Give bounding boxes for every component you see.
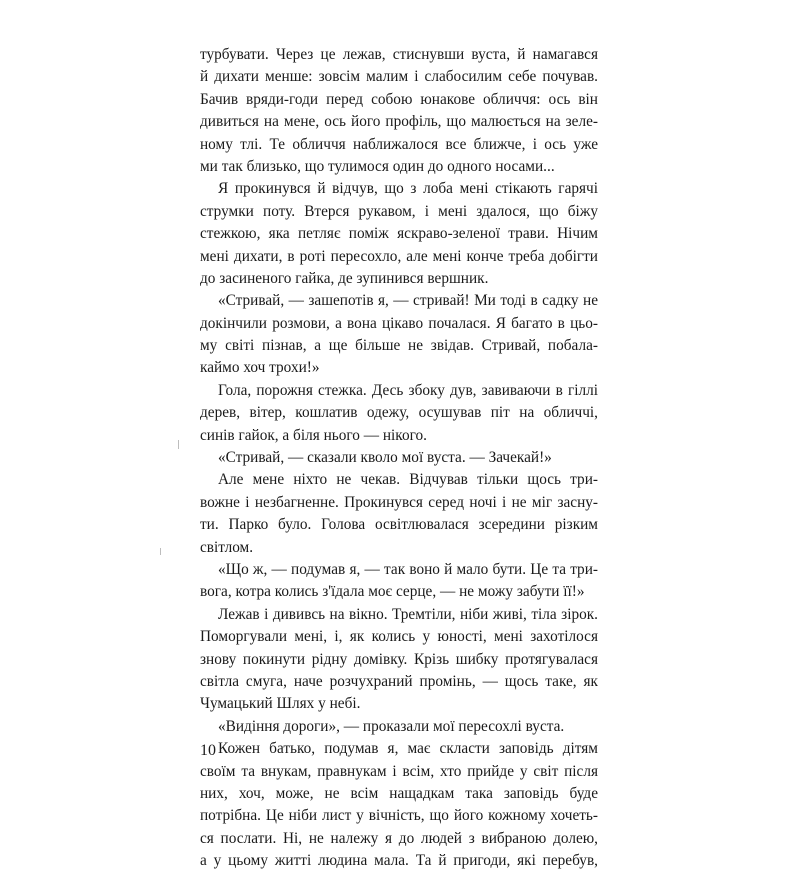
text-line: «Стривай, — зашепотів я, — стривай! Ми тоді в садку не bbox=[218, 292, 598, 310]
text-line: до засиненого гайка, де зупинився вершник. bbox=[200, 269, 489, 287]
text-line: каймо хоч трохи!» bbox=[200, 359, 320, 377]
margin-mark bbox=[178, 440, 179, 449]
text-line: струмки поту. Втерся рукавом, і мені здалося, що біжу bbox=[200, 202, 598, 220]
text-line: світлом. bbox=[200, 538, 254, 556]
text-line: Поморгували мені, і, як колись у юності, мені захотілося bbox=[200, 628, 598, 646]
text-line: докінчили розмови, а вона цікаво почалася. Я багато в цьо- bbox=[200, 314, 598, 332]
text-line: «Видіння дороги», — проказали мої пересохлі вуста. bbox=[218, 717, 565, 735]
page-number: 10 bbox=[200, 742, 216, 759]
body-text bbox=[200, 44, 598, 872]
text-line: дивиться на мене, ось його профіль, що малюється на зеле- bbox=[200, 113, 598, 131]
text-line: мені дихати, в роті пересохло, але мені конче треба добігти bbox=[200, 247, 598, 265]
text-line: а у цьому житті людина мала. Та й пригоди, які перебув, bbox=[200, 852, 598, 870]
text-line: «Стривай, — сказали кволо мої вуста. — Зачекай!» bbox=[218, 449, 552, 467]
text-line: Лежав і дививсь на вікно. Тремтіли, ніби живі, тіла зірок. bbox=[218, 605, 598, 623]
text-line: них, хоч, може, не всім нащадкам така заповідь буде bbox=[200, 784, 598, 802]
text-line: стежкою, яка петляє поміж яскраво-зеленої трави. Нічим bbox=[200, 225, 598, 243]
text-line: Гола, порожня стежка. Десь збоку дув, завиваючи в гіллі bbox=[218, 381, 598, 399]
text-line: турбувати. Через це лежав, стиснувши вуста, й намагався bbox=[200, 46, 598, 63]
text-line: му світі пізнав, а ще більше не звідав. Стривай, побала- bbox=[200, 337, 598, 355]
text-line: вожне і незбагненне. Прокинувся серед ночі і не міг засну- bbox=[200, 493, 598, 511]
text-line: й дихати менше: зовсім малим і слабосилим себе почував. bbox=[200, 68, 598, 86]
text-line: знову покинути рідну домівку. Крізь шибку протягувалася bbox=[200, 650, 598, 668]
text-line: ному тлі. Те обличчя наближалося все ближче, і ось уже bbox=[200, 135, 598, 153]
text-line: Але мене ніхто не чекав. Відчував тільки щось три- bbox=[218, 471, 598, 489]
text-line: вога, котра колись з'їдала моє серце, — не можу забути її!» bbox=[200, 583, 585, 601]
text-line: потрібна. Це ніби лист у вічність, що його кожному хочеть- bbox=[200, 807, 598, 825]
text-line: Я прокинувся й відчув, що з лоба мені стікають гарячі bbox=[218, 180, 598, 198]
text-line: світла смуга, наче розчухраний промінь, — щось таке, як bbox=[200, 672, 598, 690]
text-line: ти. Парко було. Голова освітлювалася зсередини різким bbox=[200, 516, 598, 534]
text-line: ми так близько, що тулимося один до одного носами... bbox=[200, 157, 555, 175]
text-line: «Що ж, — подумав я, — так воно й мало бути. Це та три- bbox=[218, 560, 598, 578]
text-line: синів гайок, а біля нього — нікого. bbox=[200, 426, 427, 444]
margin-mark bbox=[160, 548, 161, 555]
text-line: своїм та внукам, правнукам і всім, хто прийде у світ після bbox=[200, 762, 598, 780]
text-line: Кожен батько, подумав я, має скласти заповідь дітям bbox=[218, 740, 598, 758]
text-line: ся послати. Ні, не належу я до людей з вибраною долею, bbox=[200, 829, 598, 847]
text-line: дерев, вітер, кошлатив одежу, осушував піт на обличчі, bbox=[200, 404, 598, 422]
text-line: Бачив вряди-годи перед собою юнакове обличчя: ось він bbox=[200, 90, 598, 108]
text-line: Чумацький Шлях у небі. bbox=[200, 695, 361, 713]
